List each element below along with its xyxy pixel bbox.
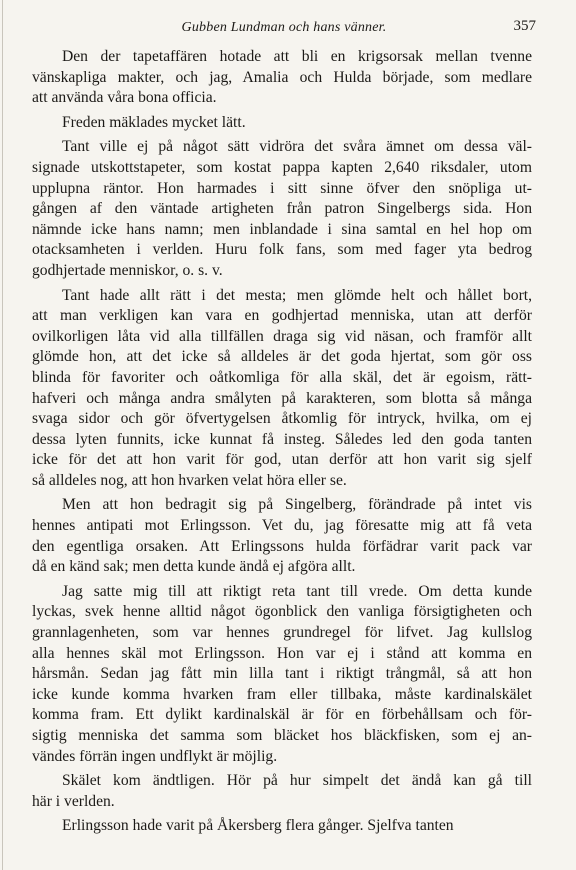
text-line: att använda våra bona officia. (32, 89, 217, 107)
text-line: Men att hon bedragit sig på Singelberg, förändrade på intet vis (62, 496, 532, 514)
text-line: icke kunde komma hvarken fram eller tillbaka, måste kardinalskälet (32, 685, 532, 703)
text-line: Freden mäklades mycket lätt. (62, 113, 246, 131)
text-line: hennes antipati mot Erlingsson. Vet du, jag föresatte mig att få veta (32, 517, 532, 535)
text-line: svaga sidor och gör öfvertygelsen åtkomlig för intryck, hvilka, om ej (32, 410, 532, 428)
text-line: vändes förrän ingen undflykt är möjlig. (32, 747, 278, 765)
text-line: Den der tapetaffären hotade att bli en krigsorsak mellan tvenne (62, 48, 532, 65)
text-line: hafveri och många andra smålyten på karakteren, som blotta så många (32, 389, 532, 407)
text-line: icke för det att hon varit för god, utan derför att hon varit sig sjelf (32, 451, 532, 469)
paragraph (32, 137, 532, 281)
page-number: 357 (513, 18, 536, 34)
text-line: här i verlden. (32, 792, 115, 810)
text-line: upplupna räntor. Hon harmades i sitt sinne öfver den snöpliga ut- (32, 179, 532, 197)
text-line: alla hennes skäl mot Erlingsson. Hon var ej i stånd att komma en (32, 644, 532, 662)
body-text (32, 47, 532, 841)
text-line: Tant hade allt rätt i det mesta; men glömde helt och hållet bort, (62, 286, 532, 304)
text-line: glömde hon, att det icke så alldeles är det goda hjertat, som gör oss (32, 348, 532, 366)
text-line: Jag satte mig till att riktigt reta tant till vrede. Om detta kunde (62, 582, 532, 600)
paragraph (32, 771, 532, 812)
text-line: grannlagenheten, som var hennes grundregel för lifvet. Jag kullslog (32, 624, 532, 642)
paragraph (32, 582, 532, 767)
paragraph (32, 113, 532, 134)
text-line: signade utskottstapeter, som kostat pappa kapten 2,640 riksdaler, utom (32, 158, 532, 176)
text-line: ovilkorligen låta vid alla tillfällen draga sig vid näsan, och framför allt (32, 327, 532, 345)
text-line: då en känd sak; men detta kunde ändå ej afgöra allt. (32, 558, 356, 576)
text-line: gången af den väntade artigheten från patron Singelbergs sida. Hon (32, 200, 532, 218)
text-line: så alldeles nog, att hon hvarken velat höra eller se. (32, 471, 347, 489)
paragraph (32, 286, 532, 492)
text-line: att man verkligen kan vara en godhjertad menniska, utan att derför (32, 307, 532, 325)
paragraph (32, 816, 532, 837)
text-line: blinda för favoriter och oåtkomliga för alla skäl, det är egoism, rätt- (32, 368, 532, 386)
text-line: otacksamheten i verlden. Huru folk fans, som med fager yta bedrog (32, 241, 532, 259)
text-line: den egentliga orsaken. Att Erlingssons hulda förfädrar varit pack var (32, 537, 532, 555)
running-title: Gubben Lundman och hans vänner. (181, 20, 387, 35)
page-header (32, 18, 536, 40)
text-line: nämnde icke hans namn; men inblandade i sina samtal en hel hop om (32, 220, 532, 238)
text-line: komma fram. Ett dylikt kardinalskäl är för en förbehållsam och för- (32, 706, 532, 724)
text-line: vänskapliga makter, och jag, Amalia och Hulda började, som medlare (32, 68, 532, 86)
text-line: dessa lyten funnits, icke kunnat få insteg. Således led den goda tanten (32, 430, 532, 448)
text-line: hårsmån. Sedan jag fått min lilla tant i riktigt trångmål, så att hon (32, 665, 532, 683)
text-line: lyckas, svek henne alltid något ögonblick den vanliga försigtigheten och (32, 603, 532, 621)
text-line: Tant ville ej på något sätt vidröra det svåra ämnet om dessa väl- (62, 138, 532, 156)
paragraph (32, 47, 532, 109)
page-edge (2, 0, 3, 870)
text-line: Skälet kom ändtligen. Hör på hur simpelt det ändå kan gå till (62, 772, 532, 790)
text-line: godhjertade menniskor, o. s. v. (32, 261, 223, 279)
text-line: Erlingsson hade varit på Åkersberg flera gånger. Sjelfva tanten (62, 817, 454, 835)
paragraph (32, 495, 532, 577)
text-line: sigtig menniska det samma som bläcket hos bläckfisken, som ej an- (32, 727, 532, 744)
